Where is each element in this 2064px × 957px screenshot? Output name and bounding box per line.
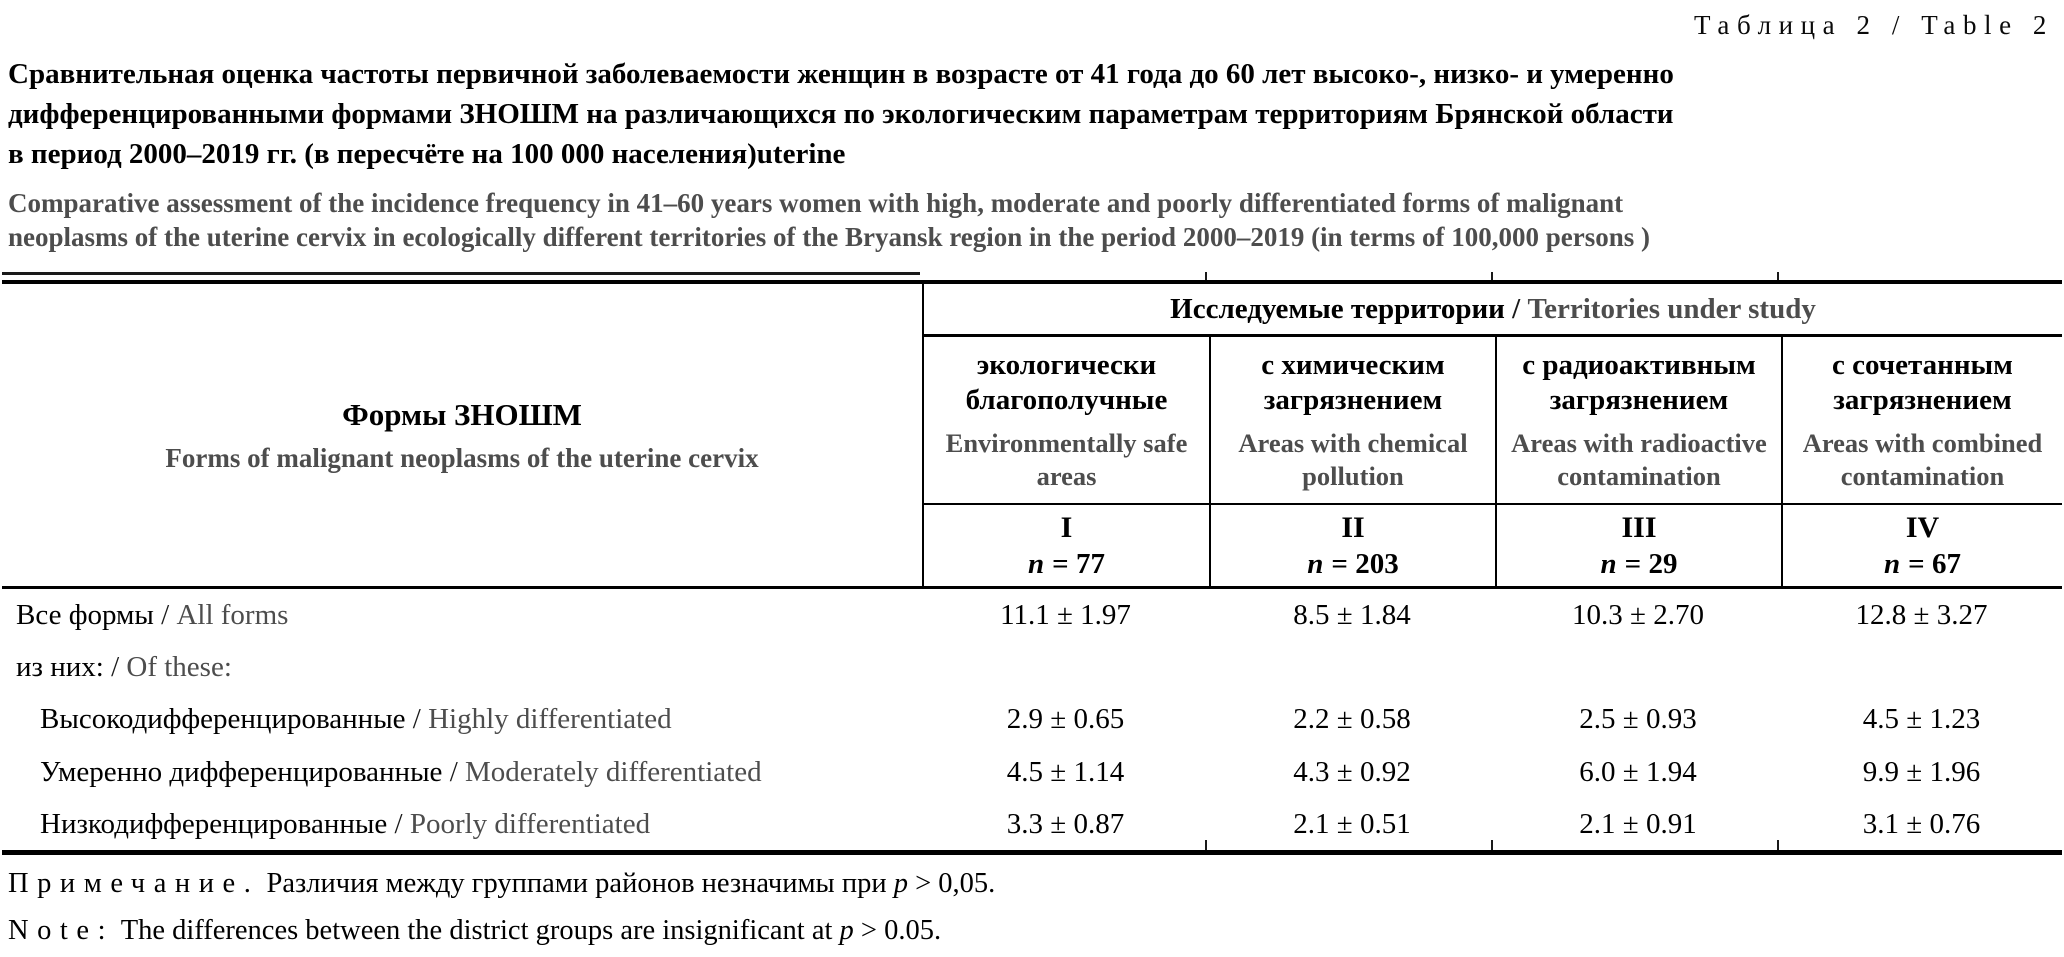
title-english (8, 186, 1650, 254)
row-label (2, 703, 922, 736)
slash-separator: / (387, 807, 410, 840)
title-english-line1: Comparative assessment of the incidence frequency in 41–60 years women with high, moderate and poorly differentiated forms of malignant (8, 188, 1624, 218)
top-rule-segment (2, 272, 920, 275)
table-row (2, 641, 2062, 693)
cell-value: 11.1 ± 1.97 (1000, 598, 1131, 631)
column-header-4-english: Areas with combined contamination (1802, 427, 2043, 491)
row-label (2, 808, 922, 841)
n-variable: n (1307, 548, 1324, 580)
column-numeral-3 (1495, 505, 1781, 586)
row-header-cell (2, 284, 922, 586)
cell-value: 2.2 ± 0.58 (1293, 703, 1411, 735)
row-label (2, 756, 922, 789)
row-label-russian: Высокодифференцированные (40, 703, 406, 735)
roman-numeral: IV (1905, 511, 1940, 544)
cell-value: 3.3 ± 0.87 (1006, 807, 1125, 840)
column-numeral-4 (1781, 505, 2062, 586)
note-russian-prefix: Примечание. (8, 868, 260, 899)
row-label-english: Poorly differentiated (409, 807, 651, 840)
cell-value: 3.1 ± 0.76 (1862, 807, 1981, 840)
cell-value: 8.5 ± 1.84 (1293, 598, 1411, 631)
table-notes (8, 860, 995, 954)
n-value: = 203 (1331, 548, 1399, 580)
bottom-column-tick (1491, 840, 1493, 850)
column-header-2-english: Areas with chemical pollution (1238, 427, 1468, 491)
note-russian (8, 860, 995, 907)
group-header-cell (922, 284, 2062, 337)
column-header-2 (1209, 337, 1495, 505)
roman-numeral: III (1621, 511, 1657, 544)
cell-value: 9.9 ± 1.96 (1862, 755, 1981, 788)
data-table (2, 280, 2062, 855)
p-variable: p (893, 868, 908, 899)
n-variable: n (1600, 548, 1617, 580)
row-label-english: Of these: (126, 650, 232, 683)
bottom-column-tick (1777, 840, 1779, 850)
column-header-1-russian: экологически благополучные (965, 348, 1168, 416)
note-english-body: The differences between the district groups are insignificant at (114, 915, 840, 946)
row-label-english: All forms (176, 598, 289, 631)
sample-size (1884, 546, 1961, 582)
sample-size (1307, 546, 1398, 582)
table-row (2, 798, 2062, 850)
note-english-tail: > 0.05. (853, 915, 942, 946)
table-number-label: Таблица 2 / Table 2 (1694, 10, 2054, 40)
group-header-english: Territories under study (1527, 292, 1816, 325)
slash-separator: / (153, 598, 177, 631)
cell-value: 2.1 ± 0.91 (1579, 807, 1697, 840)
cell-value: 4.5 ± 1.23 (1862, 703, 1981, 735)
n-variable: n (1028, 548, 1045, 580)
row-label-russian: Низкодифференцированные (40, 807, 388, 840)
column-header-3-russian: с радиоактивным загрязнением (1522, 348, 1756, 416)
column-numeral-2 (1209, 505, 1495, 586)
row-header-russian: Формы ЗНОШМ (342, 396, 582, 432)
cell-value: 2.1 ± 0.51 (1293, 807, 1411, 840)
note-english-prefix: Note: (8, 915, 115, 946)
slash-separator: / (442, 755, 465, 788)
sample-size (1028, 546, 1105, 582)
roman-numeral: II (1341, 511, 1365, 544)
note-russian-tail: > 0,05. (907, 868, 996, 899)
slash-separator: / (103, 650, 127, 683)
row-label-english: Highly differentiated (428, 703, 672, 735)
cell-value: 4.5 ± 1.14 (1006, 755, 1125, 788)
title-russian (8, 54, 1674, 174)
note-russian-body: Различия между группами районов незначимы при (259, 868, 894, 899)
row-header-english: Forms of malignant neoplasms of the uterine cervix (165, 442, 759, 473)
row-label-russian: Умеренно дифференцированные (40, 755, 443, 788)
bottom-column-tick (1205, 840, 1207, 850)
n-value: = 77 (1052, 548, 1105, 580)
title-russian-line3: в период 2000–2019 гг. (в пересчёте на 100 000 населения)uterine (8, 138, 846, 170)
note-english (8, 907, 995, 954)
cell-value: 6.0 ± 1.94 (1579, 755, 1697, 788)
column-numeral-1 (922, 505, 1209, 586)
cell-value: 4.3 ± 0.92 (1293, 755, 1411, 788)
n-value: = 67 (1908, 548, 1961, 580)
column-header-4-russian: с сочетанным загрязнением (1832, 348, 2013, 416)
cell-value: 10.3 ± 2.70 (1572, 598, 1704, 631)
column-header-3 (1495, 337, 1781, 505)
n-variable: n (1884, 548, 1901, 580)
column-header-4 (1781, 337, 2062, 505)
table-header (2, 284, 2062, 589)
cell-value: 12.8 ± 3.27 (1855, 598, 1988, 631)
sample-size (1601, 546, 1678, 582)
column-header-1-english: Environmentally safe areas (945, 427, 1188, 491)
row-label (2, 599, 922, 632)
n-value: = 29 (1624, 548, 1678, 580)
slash-separator: / (1504, 292, 1528, 325)
cell-value: 2.5 ± 0.93 (1579, 703, 1697, 735)
cell-value: 2.9 ± 0.65 (1006, 703, 1125, 735)
row-label (2, 651, 922, 684)
slash-separator: / (405, 703, 429, 735)
group-header-russian: Исследуемые территории (1170, 292, 1505, 325)
column-header-1 (922, 337, 1209, 505)
table-row (2, 589, 2062, 641)
title-russian-line1: Сравнительная оценка частоты первичной заболеваемости женщин в возрасте от 41 года до 60 лет высоко-, низко- и умеренно (8, 58, 1674, 90)
table-body (2, 589, 2062, 855)
column-header-2-russian: с химическим загрязнением (1261, 348, 1445, 416)
title-russian-line2: дифференцированными формами ЗНОШМ на различающихся по экологическим параметрам территориям Брянской области (8, 98, 1674, 130)
row-label-russian: из них: (16, 650, 104, 683)
p-variable: p (839, 915, 854, 946)
roman-numeral: I (1060, 511, 1073, 544)
row-label-english: Moderately differentiated (465, 755, 762, 788)
title-english-line2: neoplasms of the uterine cervix in ecologically different territories of the Bryansk region in the period 2000–2019 (in terms of 100,000 persons ) (8, 222, 1651, 252)
row-label-russian: Все формы (16, 598, 154, 631)
table-row (2, 693, 2062, 746)
column-header-3-english: Areas with radioactive contamination (1511, 427, 1767, 491)
table-row (2, 746, 2062, 798)
